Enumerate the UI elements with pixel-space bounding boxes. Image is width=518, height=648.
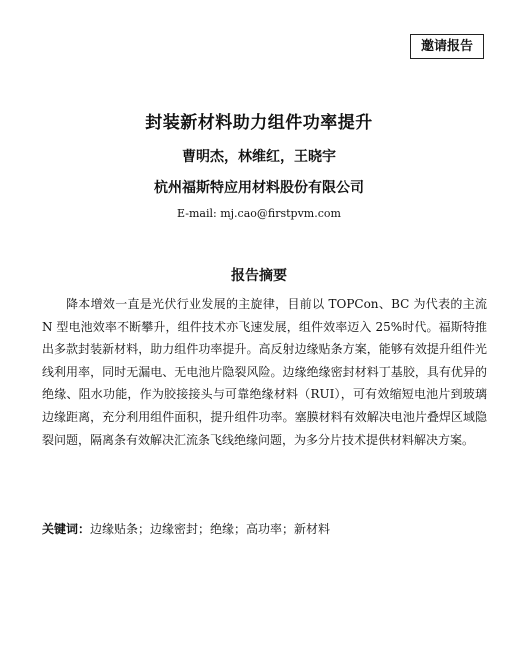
keywords-list: 边缘贴条；边缘密封；绝缘；高功率；新材料: [90, 522, 331, 536]
keywords-label: 关键词：: [42, 522, 91, 536]
paper-title: 封装新材料助力组件功率提升: [145, 113, 373, 133]
keywords-line: [42, 519, 487, 539]
abstract-heading: 报告摘要: [231, 268, 287, 284]
authors: 曹明杰，林维红，王晓宇: [182, 149, 336, 165]
affiliation: 杭州福斯特应用材料股份有限公司: [154, 180, 364, 196]
report-type-badge: 邀请报告: [410, 34, 484, 59]
abstract-text: 降本增效一直是光伏行业发展的主旋律，目前以 TOPCon、BC 为代表的主流 N 型电池效率不断攀升，组件技术亦飞速发展，组件效率迈入 25%时代。福斯特推出多款封装新材料，助力组件功率提升。高反射边缘贴条方案，能够有效提升组件光线利用率，同时无漏电、无电池片隐裂风险。边缘绝缘密封材料丁基胶，具有优异的绝缘、阻水功能，作为胶接接头与可靠绝缘材料（RUI），可有效缩短电池片到玻璃边缘距离，充分利用组件面积，提升组件功率。塞膜材料有效解决电池片叠焊区域隐裂问题，隔离条有效解决汇流条飞线绝缘问题，为多分片技术提供材料解决方案。: [42, 297, 487, 447]
contact-email: E-mail: mj.cao@firstpvm.com: [177, 207, 341, 220]
